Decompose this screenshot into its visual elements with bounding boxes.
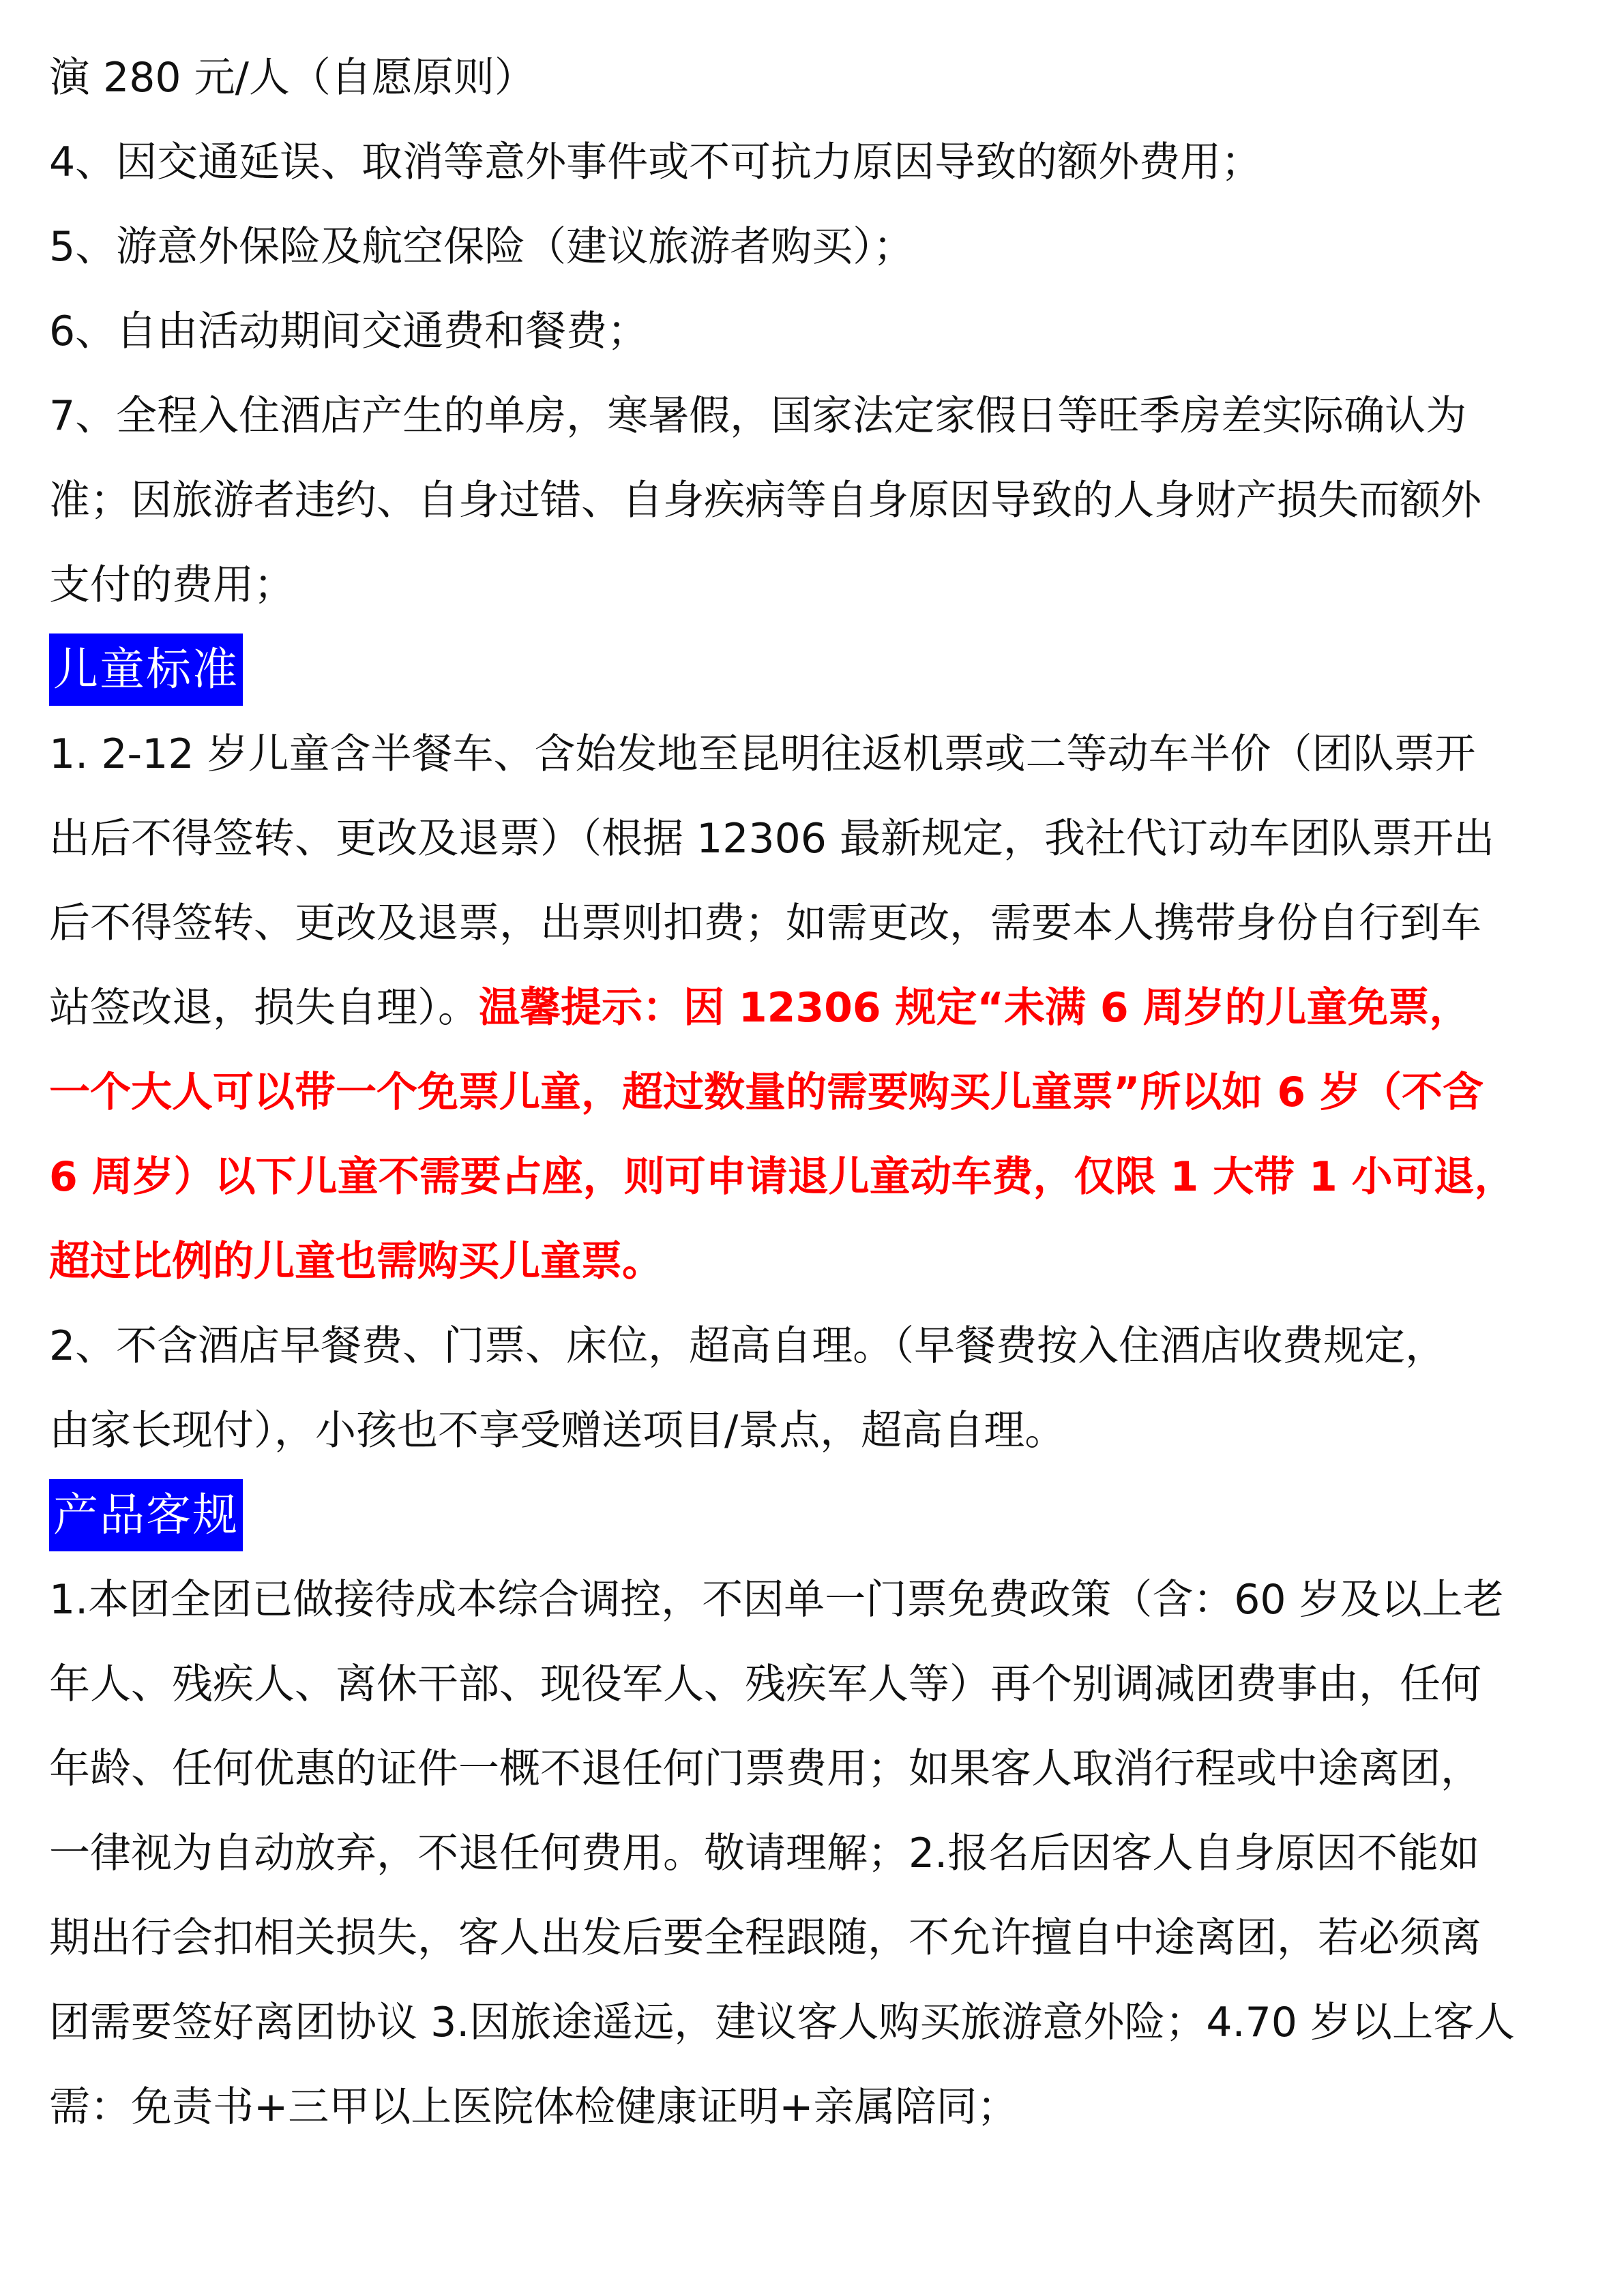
rules-paragraph: 1.本团全团已做接待成本综合调控，不因单一门票免费政策（含：60 岁及以上老 年人、残疾人、离休干部、现役军人、残疾军人等）再个别调减团费事由，任何 年龄、任何优惠的证件一概不退任何门票费用；如果客人取消行程或中途离团， 一律视为自动放弃，不退任何费用。敬请理解；2.报名后因客人自身原因不能如 期出行会扣相关损失，客人出发后要全程跟随，不允许擅自中途离团，若必须离 团需要签好离团协议 3.因旅途遥远，建议客人购买旅游意外险；4.70 岁以上客人 需：免责书+三甲以上医院体检健康证明+亲属陪同； [49, 1576, 1515, 2131]
fee-line-self-paid: 演 280 元/人（自愿原则） [49, 54, 535, 102]
warm-tip: 温馨提示：因 12306 规定“未满 6 周岁的儿童免票， [479, 984, 1471, 1032]
child-section-heading-row [49, 627, 1577, 712]
fee-item-7: 7、全程入住酒店产生的单房，寒暑假，国家法定家假日等旺季房差实际确认为 准；因旅游者违约、自身过错、自身疾病等自身原因导致的人身财产损失而额外 支付的费用； [49, 392, 1481, 609]
child-rule-2: 2、不含酒店早餐费、门票、床位，超高自理。（早餐费按入住酒店收费规定， 由家长现付），小孩也不享受赠送项目/景点，超高自理。 [49, 1322, 1447, 1455]
rules-section-heading-row [49, 1473, 1577, 1557]
warm-tip-line: 一个大人可以带一个免票儿童，超过数量的需要购买儿童票”所以如 6 岁（不含 [49, 1069, 1483, 1116]
fee-item-4: 4、因交通延误、取消等意外事件或不可抗力原因导致的额外费用； [49, 138, 1263, 186]
warm-tip-line: 6 周岁）以下儿童不需要占座，则可申请退儿童动车费，仅限 1 大带 1 小可退， [49, 1153, 1516, 1201]
rules-section-heading: 产品客规 [49, 1479, 243, 1551]
fee-item-6: 6、自由活动期间交通费和餐费； [49, 308, 649, 355]
child-section-heading: 儿童标准 [49, 633, 243, 706]
document-page [49, 35, 1577, 2149]
fee-item-5: 5、游意外保险及航空保险（建议旅游者购买）； [49, 223, 915, 271]
child-rule-1: 1. 2-12 岁儿童含半餐车、含始发地至昆明往返机票或二等动车半价（团队票开 出后不得签转、更改及退票）（根据 12306 最新规定，我社代订动车团队票开出 后不得签转、更改及退票，出票则扣费；如需更改，需要本人携带身份自行到车 站签改退，损失自理）。温馨提示：因 12306 规定“未满 6 周岁的儿童免票， 一个大人可以带一个免票儿童，超过数量的需要购买儿童票”所以如 6 岁（不含 6 周岁）以下儿童不需要占座，则可申请退儿童动车费，仅限 1 大带 1 小可退， 超过比例的儿童也需购买儿童票。 [49, 712, 1577, 1304]
warm-tip-line: 超过比例的儿童也需购买儿童票。 [49, 1238, 663, 1285]
